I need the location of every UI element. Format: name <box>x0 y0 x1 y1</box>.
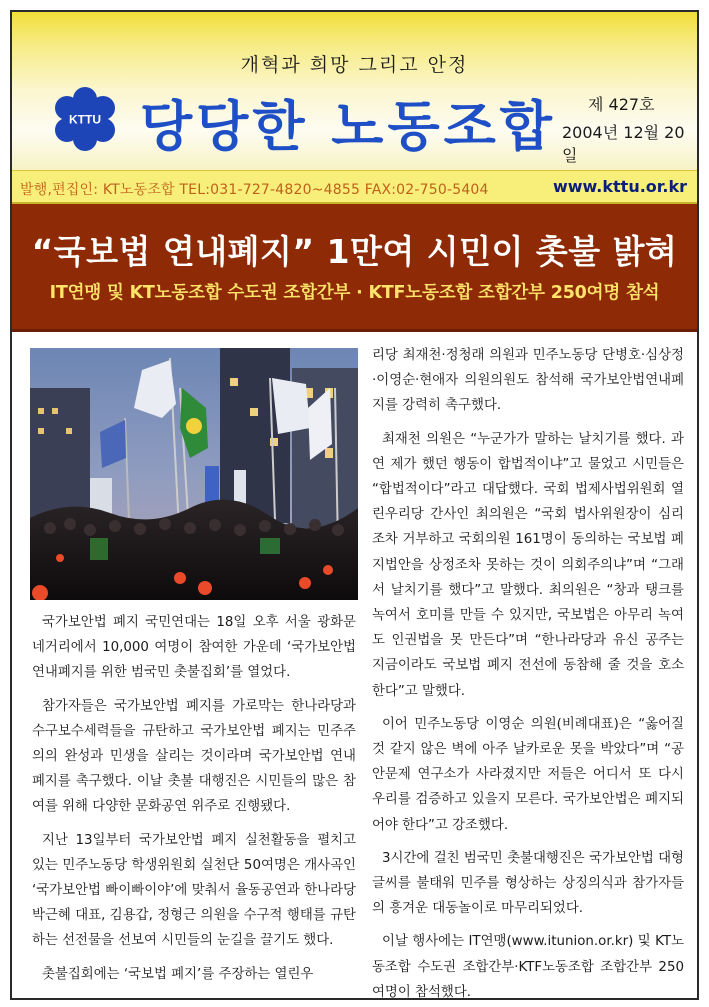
article-paragraph: 이어 민주노동당 이영순 의원(비례대표)은 “옳어질 것 같지 않은 벽에 아주 날카로운 못을 박았다”며 “공안문제 연구소가 사라졌지만 저들은 어디서 또 다시 우리를 검증하고 있을지 모른다. 국가보안법은 폐지되어야 한다”고 강조했다. <box>372 716 684 833</box>
slogan: 개혁과 희망 그리고 안정 <box>240 54 469 76</box>
kttu-logo-icon <box>52 86 118 152</box>
article-column-left <box>32 610 356 995</box>
newsletter-page <box>10 10 699 1000</box>
article-paragraph: 지난 13일부터 국가보안법 폐지 실천활동을 펼치고 있는 민주노동당 학생위원회 실천단 50여명은 개사곡인 ‘국가보안법 빠이빠이야’에 맞춰서 율동공연과 한나라당 박근혜 대표, 김용갑, 정형근 의원을 수구적 행태를 규탄하는 선전물을 선보여 시민들의 눈길을 끌기도 했다. <box>32 832 356 949</box>
publisher-info: 발행,편집인: KT노동조합 TEL:031-727-4820~4855 FAX:02-750-5404 <box>20 182 489 198</box>
issue-date: 2004년 12월 20일 <box>562 123 685 165</box>
article-paragraph: 리당 최재천·정청래 의원과 민주노동당 단병호·심상정·이영순·현애자 의원의원도 참석해 국가보안법연내폐지를 강력히 촉구했다. <box>372 348 684 414</box>
article-paragraph: 촛불집회에는 ‘국보법 폐지’를 주장하는 열린우 <box>42 966 314 982</box>
headline: “국보법 연내폐지” 1만여 시민이 촛불 밝혀 <box>31 232 678 271</box>
publisher-bar <box>12 170 697 204</box>
rally-photo <box>30 348 358 600</box>
article-paragraph: 참가자들은 국가보안법 폐지를 가로막는 한나라당과 수구보수세력들을 규탄하고 국가보안법 폐지는 민주주의의 완성과 민생을 살리는 것이라며 국가보안법 연내 폐지를 촉구했다. 이날 촛불 대행진은 시민들의 많은 참여를 위해 다양한 문화공연 위주로 진행됐다. <box>32 698 356 815</box>
rally-photo-image <box>30 348 358 600</box>
issue-number: 제 427호 <box>588 95 655 114</box>
subheadline: IT연맹 및 KT노동조합 수도권 조합간부 · KTF노동조합 조합간부 250여명 참석 <box>49 283 660 303</box>
article-paragraph: 3시간에 걸친 범국민 촛불대행진은 국가보안법 대형글씨를 불태워 민주를 형상하는 상징의식과 참가자들의 흥겨운 대동놀이로 마무리되었다. <box>372 850 684 917</box>
article-column-right <box>372 343 684 1000</box>
article-paragraph: 최재천 의원은 “누군가가 말하는 날치기를 했다. 과연 제가 했던 행동이 합법적이냐”고 물었고 시민들은 “합법적이다”라고 대답했다. 국회 법제사법위원회 열린우리당 간사인 최의원은 “국회 법사위원장이 심리조차 거부하고 국회의원 161명이 동의하는 국보법 폐지법안을 상정조차 못하는 것이 의회주의냐”며 “그래서 날치기를 했다”고 말했다. 최의원은 “창과 탱크를 녹여서 호미를 만들 수 있지만, 국보법은 아무리 녹여도 인권법을 못 만든다”며 “한나라당과 유신 공주는 지금이라도 국보법 폐지 전선에 동참해 줄 것을 호소한다”고 말했다. <box>372 431 684 699</box>
logo-text: KTTU <box>69 112 101 127</box>
website-link[interactable]: www.kttu.or.kr <box>552 177 687 196</box>
headline-banner <box>12 204 697 332</box>
newsletter-title: 당당한 노동조합 <box>140 95 556 158</box>
masthead <box>12 12 697 170</box>
article-paragraph: 이날 행사에는 IT연맹(www.itunion.or.kr) 및 KT노동조합 수도권 조합간부·KTF노동조합 조합간부 250여명이 참석했다. <box>372 934 684 1000</box>
article-paragraph: 국가보안법 폐지 국민연대는 18일 오후 서울 광화문 네거리에서 10,000 여명이 참여한 가운데 ‘국가보안법 연내폐지를 위한 범국민 촛불집회’를 열었다. <box>32 615 356 681</box>
